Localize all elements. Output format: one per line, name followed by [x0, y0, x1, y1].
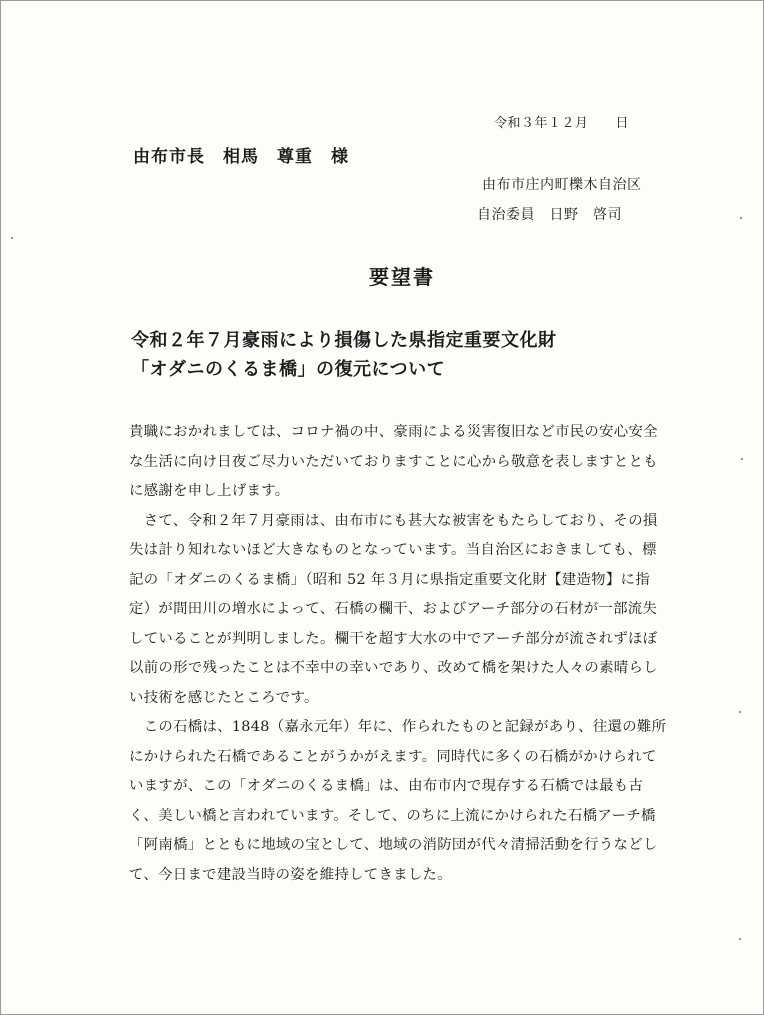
- body-line: いますが、この「オダニのくるま橋」は、由布市内で現存する石橋では最も古: [129, 778, 644, 794]
- body-line: 以前の形で残ったことは不幸中の幸いであり、改めて橋を架けた人々の素晴らし: [129, 660, 658, 676]
- sender-name: 自治委員 日野 啓司: [477, 207, 622, 223]
- subject: [131, 326, 557, 384]
- document-title: 要望書: [369, 265, 435, 289]
- body-line: さて、令和２年７月豪雨は、由布市にも甚大な被害をもたらしており、その損: [129, 512, 658, 529]
- body-line: な生活に向け日夜ご尽力いただいておりますことに心から敬意を表しますととも: [129, 453, 658, 470]
- scan-speck: [739, 711, 741, 713]
- scan-speck: [740, 217, 742, 219]
- body-line: 「阿南橋」とともに地域の宝として、地域の消防団が代々清掃活動を行うなどし: [129, 837, 658, 853]
- subject-line-2: 「オダニのくるま橋」の復元について: [131, 359, 446, 380]
- body-line: していることが判明しました。欄干を超す大水の中でアーチ部分が流されずほぼ: [129, 630, 658, 647]
- body-line: 記の「オダニのくるま橋」（昭和 52 年３月に県指定重要文化財【建造物】に指: [129, 571, 650, 588]
- body-line: この石橋は、1848（嘉永元年）年に、作られたものと記録があり、往還の難所: [129, 719, 667, 735]
- scan-speck: [739, 938, 741, 940]
- subject-line-1: 令和２年７月豪雨により損傷した県指定重要文化財: [131, 330, 557, 351]
- body-line: に感謝を申し上げます。: [129, 483, 290, 499]
- body-line: 定）が間田川の増水によって、石橋の欄干、およびアーチ部分の石材が一部流失: [129, 601, 658, 617]
- body-text: [129, 418, 684, 890]
- addressee: 由布市長 相馬 尊重 様: [133, 147, 349, 167]
- scan-speck: [11, 237, 13, 239]
- body-line: て、今日まで建設当時の姿を維持してきました。: [129, 866, 452, 883]
- body-line: い技術を感じたところです。: [129, 689, 319, 706]
- sender-organization: 由布市庄内町櫟木自治区: [482, 177, 642, 193]
- body-line: にかけられた石橋であることがうかがえます。同時代に多くの石橋がかけられて: [129, 748, 657, 765]
- document-date: 令和３年１２月 日: [494, 116, 630, 131]
- scan-speck: [741, 458, 743, 460]
- body-line: 失は計り知れないほど大きなものとなっています。当自治区におきましても、標: [129, 542, 657, 558]
- body-line: く、美しい橋と言われています。そして、のちに上流にかけられた石橋アーチ橋: [129, 807, 656, 824]
- body-line: 貴職におかれましては、コロナ禍の中、豪雨による災害復旧など市民の安心安全: [129, 424, 658, 440]
